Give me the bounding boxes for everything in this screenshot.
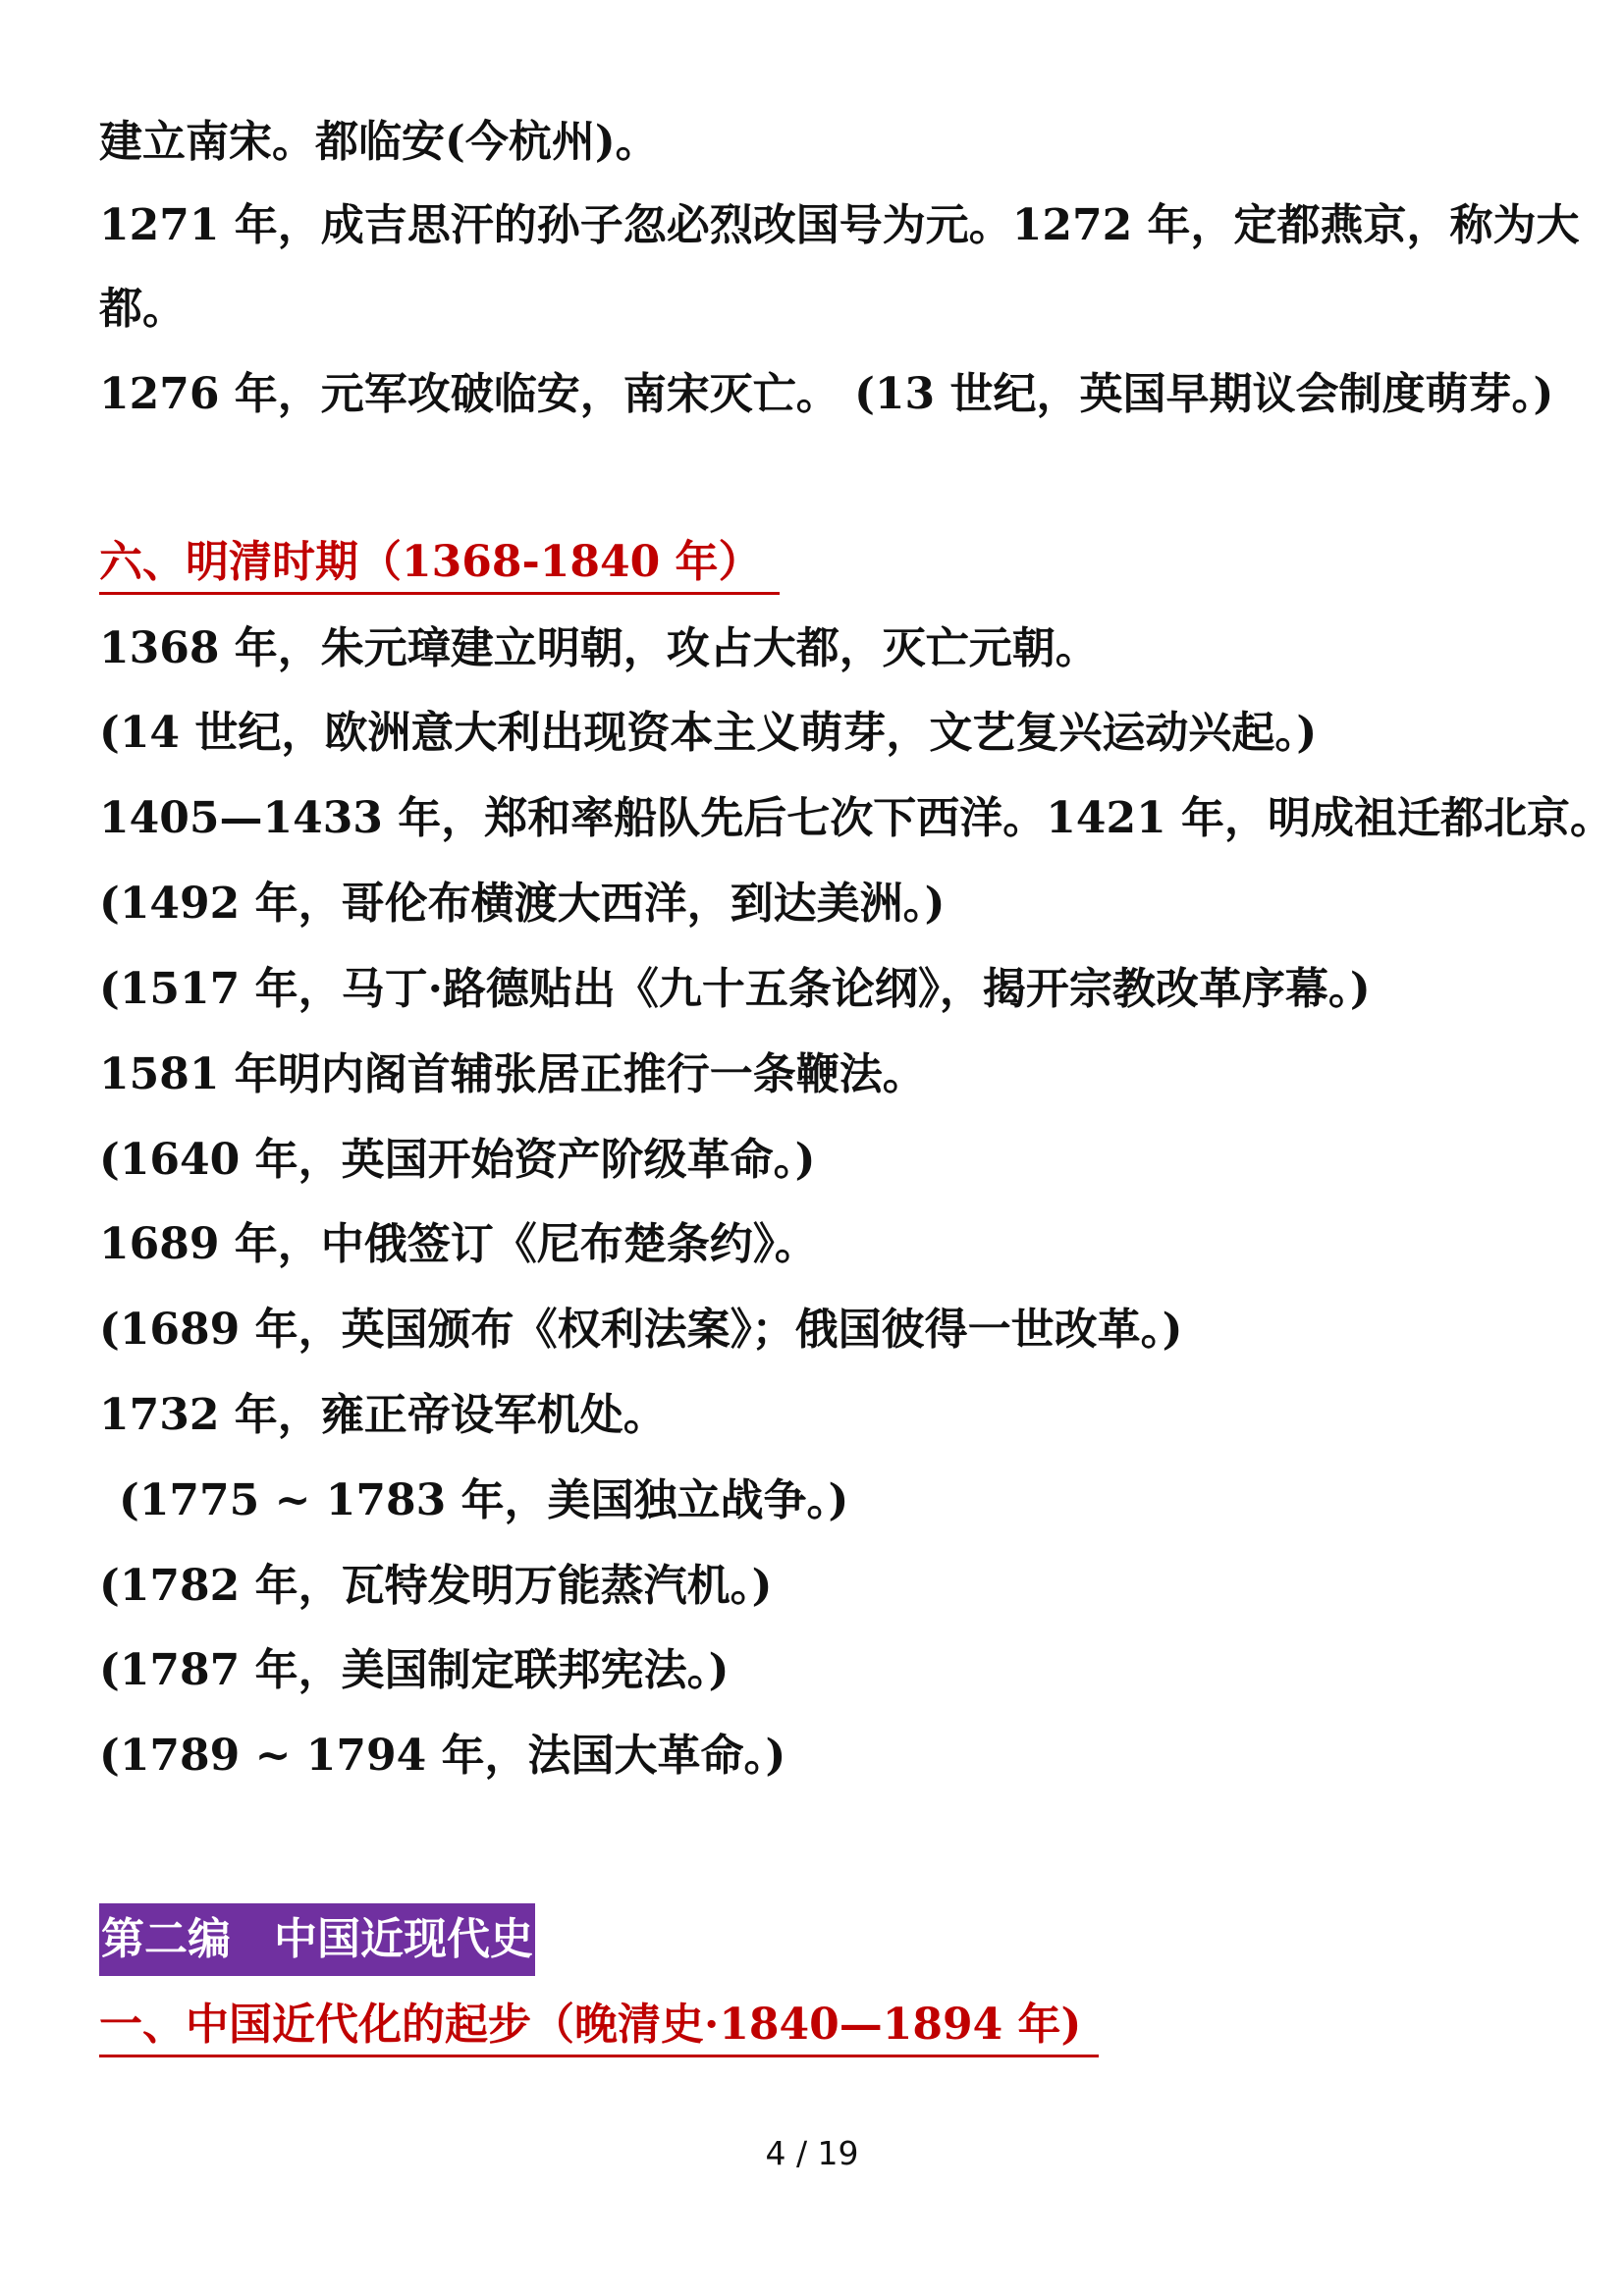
text-line: (14 世纪，欧洲意大利出现资本主义萌芽，文艺复兴运动兴起。) — [99, 708, 1318, 758]
text-line: 都。 — [99, 284, 186, 334]
text-line: (1640 年，英国开始资产阶级革命。) — [99, 1135, 816, 1185]
text-line: (1775 ~ 1783 年，美国独立战争。) — [119, 1475, 849, 1525]
text-line: 1276 年，元军攻破临安，南宋灭亡。 (13 世纪，英国早期议会制度萌芽。) — [99, 369, 1554, 419]
text-line: (1787 年，美国制定联邦宪法。) — [99, 1645, 730, 1695]
text-line: 1271 年，成吉思汗的孙子忽必烈改国号为元。1272 年，定都燕京，称为大 — [99, 200, 1580, 250]
text-line: 1405—1433 年，郑和率船队先后七次下西洋。1421 年，明成祖迁都北京。 — [99, 793, 1614, 843]
text-line: (1789 ~ 1794 年，法国大革命。) — [99, 1731, 786, 1781]
text-line: 1368 年，朱元璋建立明朝，攻占大都，灭亡元朝。 — [99, 623, 1099, 673]
text-line: 1732 年，雍正帝设军机处。 — [99, 1390, 667, 1440]
text-line: (1782 年，瓦特发明万能蒸汽机。) — [99, 1561, 773, 1611]
section-heading-modernization: 一、中国近代化的起步（晚清史·1840—1894 年) — [99, 1996, 1099, 2057]
text-line: 1689 年，中俄签订《尼布楚条约》。 — [99, 1219, 818, 1269]
text-line: (1689 年，英国颁布《权利法案》；俄国彼得一世改革。) — [99, 1305, 1183, 1355]
section-heading-ming-qing: 六、明清时期（1368-1840 年） — [99, 533, 780, 595]
text-line: 1581 年明内阁首辅张居正推行一条鞭法。 — [99, 1049, 926, 1099]
text-line: 建立南宋。都临安(今杭州)。 — [99, 117, 659, 167]
page-number: 4 / 19 — [765, 2134, 859, 2172]
part-heading-modern-history: 第二编 中国近现代史 — [99, 1903, 535, 1976]
text-line: (1517 年，马丁·路德贴出《九十五条论纲》，揭开宗教改革序幕。) — [99, 964, 1371, 1014]
text-line: (1492 年，哥伦布横渡大西洋，到达美洲。) — [99, 879, 946, 929]
